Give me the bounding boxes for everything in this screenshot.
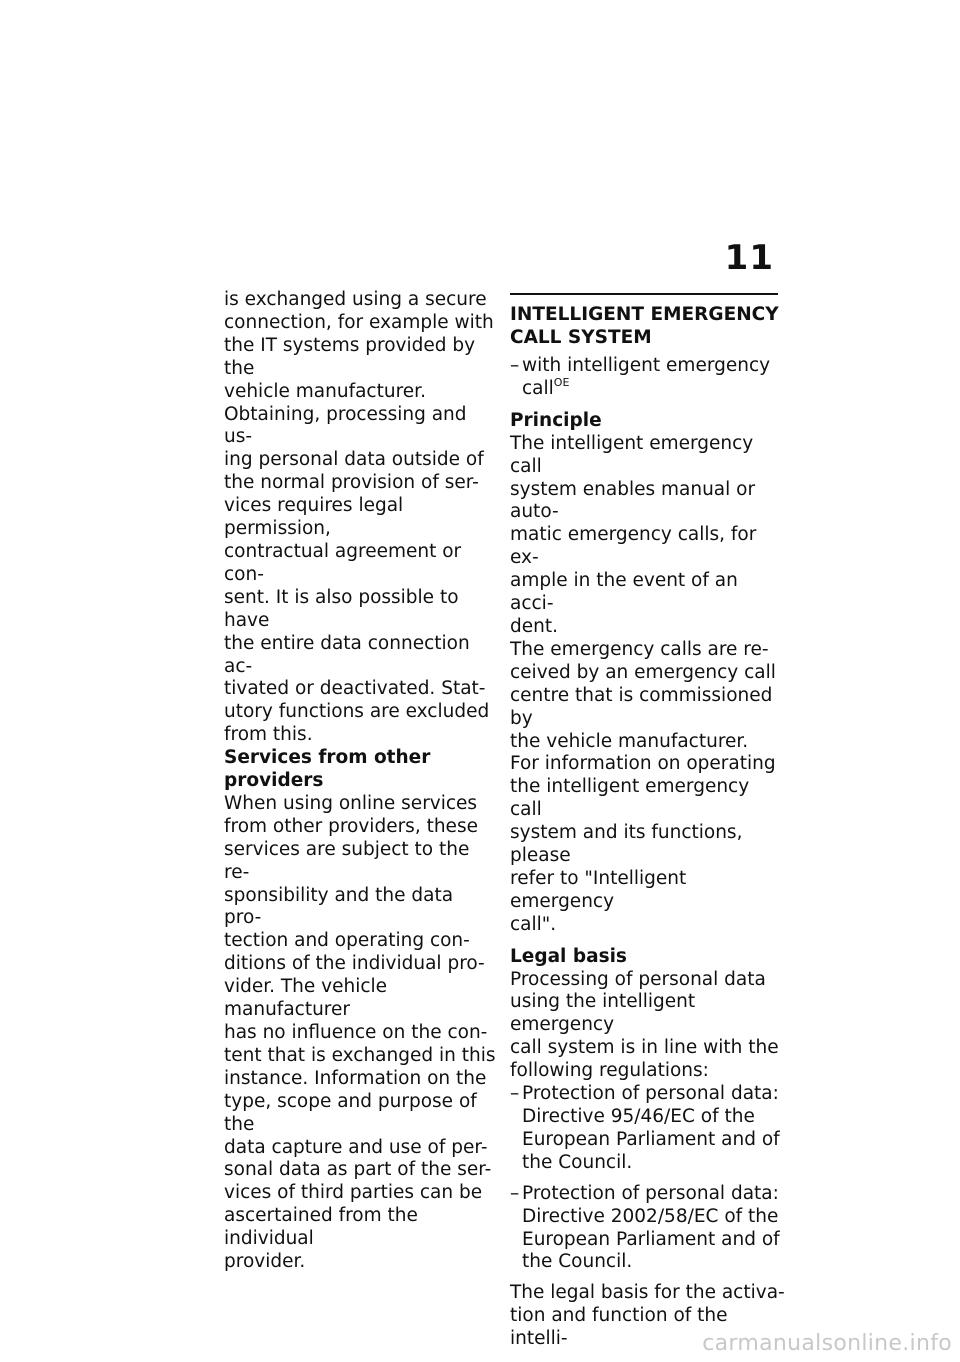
page-number: 11 <box>724 238 774 278</box>
principle-paragraph-2: The emergency calls are re- ceived by an emergency call centre that is commissioned by the vehicle manufacturer. <box>510 638 776 752</box>
legal-paragraph-1: Processing of personal data using the intelligent emergency call system is in line with the following regulations: <box>510 968 779 1082</box>
legal-list-item <box>510 1183 786 1275</box>
subheading-principle: Principle <box>510 409 602 431</box>
dash-bullet: – <box>510 355 520 376</box>
principle-paragraph-3: For information on operating the intelligent emergency call system and its functions, please refer to "Intelligent emergency call". <box>510 753 776 935</box>
left-column <box>224 289 496 1274</box>
legal-paragraph-2: The legal basis for the activa- tion and function of the intelli- <box>510 1282 785 1350</box>
dash-bullet: – <box>510 1182 520 1204</box>
left-paragraph-2: Obtaining, processing and us- ing personal data outside of the normal provision of ser- vices requires legal permission, contractual agreement or con- sent. It is also possible to have the entire data connection ac- tivated or deactivated. Stat- utory functions are excluded from this. <box>224 403 490 746</box>
subheading-other-providers: Services from other providers <box>224 747 431 792</box>
legal-list-item <box>510 1083 786 1175</box>
watermark-text: carmanualsonline.info <box>702 1331 952 1356</box>
dash-bullet: – <box>510 1083 520 1105</box>
principle-paragraph-1: The intelligent emergency call system enables manual or auto- matic emergency calls, for ex- ample in the event of an acci- dent. <box>510 432 757 637</box>
section-divider <box>510 293 778 295</box>
left-paragraph-3: When using online services from other providers, these services are subject to the re- sponsibility and the data pro- tection and operating con- ditions of the individual pro- vider. The vehicle manufacturer has no influence on the con- tent that is exchanged in this instance. Information on the type, scope and purpose of the data capture and use of per- sonal data as part of the ser- vices of third parties can be ascertained from the individual provider. <box>224 792 496 1273</box>
subheading-legal-basis: Legal basis <box>510 945 627 967</box>
section-title: INTELLIGENT EMERGENCY CALL SYSTEM <box>510 304 779 348</box>
legal-item-text: Protection of personal data: Directive 95/46/EC of the European Parliament and of the Council. <box>522 1083 780 1173</box>
equipment-text: with intelligent emergency call$^{OE}$ <box>522 355 771 399</box>
left-paragraph-1: is exchanged using a secure connection, for example with the IT systems provided by the vehicle manufacturer. <box>224 289 494 402</box>
right-column <box>510 289 786 1351</box>
legal-item-text: Protection of personal data: Directive 2002/58/EC of the European Parliament and of the Council. <box>522 1182 780 1273</box>
equipment-superscript: OE <box>553 375 570 389</box>
equipment-note <box>510 355 786 401</box>
